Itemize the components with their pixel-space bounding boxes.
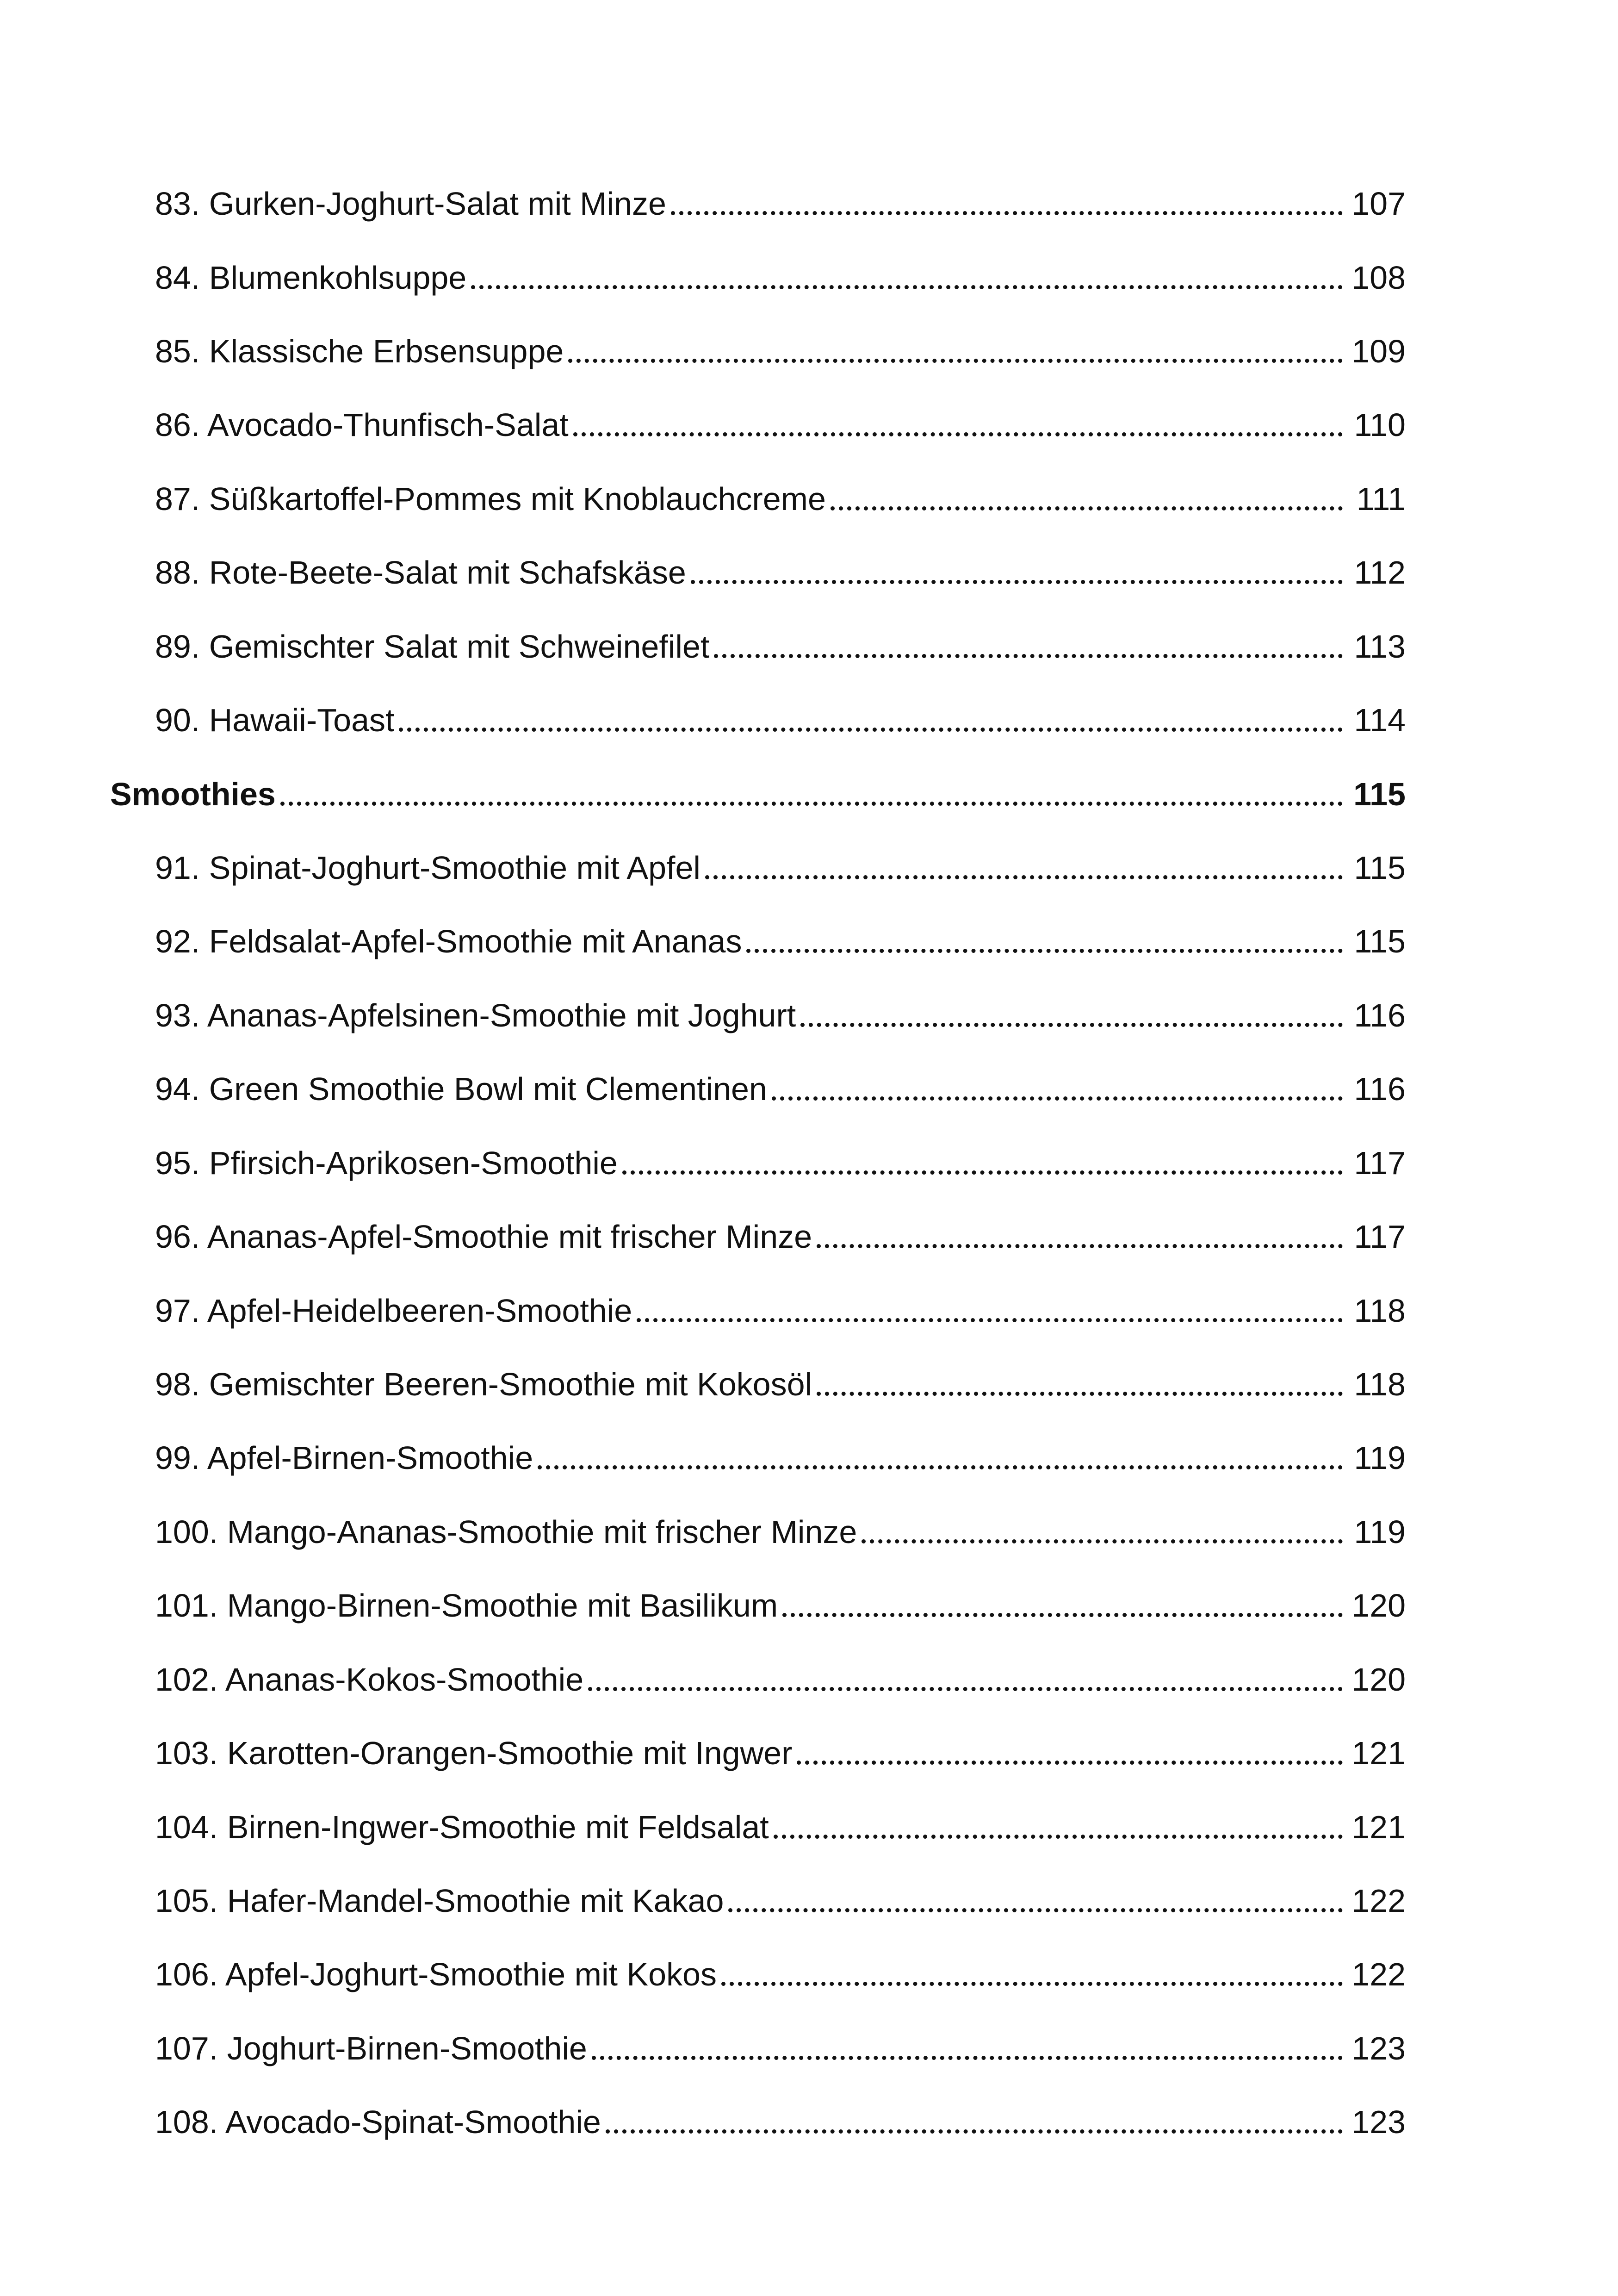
toc-entry-page: 113 <box>1354 628 1406 665</box>
toc-entry-page: 112 <box>1354 554 1406 591</box>
toc-entry[interactable] <box>155 1718 1406 1769</box>
toc-entry-title: 105. Hafer-Mandel-Smoothie mit Kakao <box>155 1883 724 1919</box>
dot-leader <box>592 2056 1343 2060</box>
toc-entry[interactable] <box>155 1423 1406 1474</box>
toc-entry-title: 97. Apfel-Heidelbeeren-Smoothie <box>155 1293 632 1329</box>
toc-entry[interactable] <box>155 1792 1406 1843</box>
toc-entry-page: 119 <box>1354 1440 1406 1476</box>
toc-entry[interactable] <box>155 1940 1406 1991</box>
toc-entry-page: 121 <box>1351 1735 1406 1771</box>
toc-entry-page: 109 <box>1351 333 1406 369</box>
dot-leader <box>728 1908 1343 1912</box>
toc-entry-page: 108 <box>1351 260 1406 296</box>
dot-leader <box>797 1761 1343 1765</box>
toc-entry-page: 118 <box>1354 1366 1406 1402</box>
dot-leader <box>399 728 1343 732</box>
toc-entry-title: 90. Hawaii-Toast <box>155 702 395 738</box>
toc-entry-page: 120 <box>1351 1587 1406 1624</box>
toc-entry-title: 92. Feldsalat-Apfel-Smoothie mit Ananas <box>155 923 742 959</box>
dot-leader <box>714 654 1343 658</box>
toc-entry-page: 110 <box>1354 407 1406 443</box>
toc-section-title: Smoothies <box>110 776 276 812</box>
dot-leader <box>862 1539 1343 1543</box>
toc-section-heading[interactable] <box>110 759 1406 810</box>
toc-entry-page: 122 <box>1351 1883 1406 1919</box>
toc-entry-title: 94. Green Smoothie Bowl mit Clementinen <box>155 1071 767 1107</box>
dot-leader <box>588 1687 1343 1691</box>
toc-entry[interactable] <box>155 464 1406 515</box>
dot-leader <box>782 1613 1343 1617</box>
toc-entry[interactable] <box>155 538 1406 589</box>
toc-entry-page: 123 <box>1351 2030 1406 2066</box>
toc-entry[interactable] <box>155 1202 1406 1253</box>
toc-entry[interactable] <box>155 685 1406 736</box>
toc-entry-title: 91. Spinat-Joghurt-Smoothie mit Apfel <box>155 850 701 886</box>
dot-leader <box>637 1318 1343 1322</box>
dot-leader <box>280 802 1343 806</box>
toc-entry-title: 101. Mango-Birnen-Smoothie mit Basilikum <box>155 1587 778 1624</box>
dot-leader <box>721 1982 1343 1986</box>
toc-entry-page: 116 <box>1354 1071 1406 1107</box>
toc-entry-title: 95. Pfirsich-Aprikosen-Smoothie <box>155 1145 618 1181</box>
toc-entry-page: 114 <box>1354 702 1406 738</box>
toc-entry[interactable] <box>155 981 1406 1032</box>
toc-entry-title: 104. Birnen-Ingwer-Smoothie mit Feldsalat <box>155 1809 769 1845</box>
toc-entry[interactable] <box>155 243 1406 294</box>
toc-entry[interactable] <box>155 612 1406 663</box>
toc-entry-title: 86. Avocado-Thunfisch-Salat <box>155 407 569 443</box>
dot-leader <box>800 1023 1343 1027</box>
toc-entry[interactable] <box>155 2014 1406 2065</box>
dot-leader <box>774 1835 1343 1839</box>
toc-entry-title: 106. Apfel-Joghurt-Smoothie mit Kokos <box>155 1956 717 1992</box>
toc-entry-title: 107. Joghurt-Birnen-Smoothie <box>155 2030 587 2066</box>
dot-leader <box>746 949 1343 953</box>
dot-leader <box>671 211 1343 215</box>
dot-leader <box>705 875 1343 879</box>
toc-entry-title: 83. Gurken-Joghurt-Salat mit Minze <box>155 186 666 222</box>
toc-entry[interactable] <box>155 907 1406 958</box>
toc-entry-title: 98. Gemischter Beeren-Smoothie mit Kokosöl <box>155 1366 812 1402</box>
toc-entry-page: 120 <box>1351 1661 1406 1698</box>
toc-entry-title: 96. Ananas-Apfel-Smoothie mit frischer Minze <box>155 1219 812 1255</box>
toc-entry-page: 107 <box>1351 186 1406 222</box>
dot-leader <box>568 359 1343 363</box>
toc-entry-title: 108. Avocado-Spinat-Smoothie <box>155 2104 601 2140</box>
toc-entry[interactable] <box>155 833 1406 884</box>
toc-entry-title: 88. Rote-Beete-Salat mit Schafskäse <box>155 554 686 591</box>
toc-entry-title: 84. Blumenkohlsuppe <box>155 260 467 296</box>
toc-entry-title: 93. Ananas-Apfelsinen-Smoothie mit Joghurt <box>155 997 796 1033</box>
toc-entry-title: 100. Mango-Ananas-Smoothie mit frischer Minze <box>155 1514 857 1550</box>
toc-entry-page: 111 <box>1356 481 1406 517</box>
toc-entry-page: 117 <box>1354 1145 1406 1181</box>
toc-entry[interactable] <box>155 1866 1406 1917</box>
toc-entry[interactable] <box>155 1571 1406 1622</box>
dot-leader <box>691 580 1343 584</box>
toc-entry-page: 117 <box>1354 1219 1406 1255</box>
toc-entry-title: 87. Süßkartoffel-Pommes mit Knoblauchcreme <box>155 481 826 517</box>
toc-section-page: 115 <box>1353 776 1406 812</box>
dot-leader <box>817 1392 1343 1396</box>
toc-entry[interactable] <box>155 169 1406 220</box>
dot-leader <box>831 506 1343 510</box>
dot-leader <box>817 1244 1343 1248</box>
toc-entry[interactable] <box>155 2087 1406 2138</box>
toc-entry-title: 99. Apfel-Birnen-Smoothie <box>155 1440 533 1476</box>
toc-entry-page: 123 <box>1351 2104 1406 2140</box>
toc-entry[interactable] <box>155 1054 1406 1105</box>
toc-entry[interactable] <box>155 317 1406 367</box>
toc-entry-page: 118 <box>1354 1293 1406 1329</box>
toc-entry-page: 121 <box>1351 1809 1406 1845</box>
toc-entry-title: 85. Klassische Erbsensuppe <box>155 333 564 369</box>
toc-entry[interactable] <box>155 1645 1406 1696</box>
toc-entry-title: 102. Ananas-Kokos-Smoothie <box>155 1661 584 1698</box>
toc-entry[interactable] <box>155 1128 1406 1179</box>
toc-entry-page: 122 <box>1351 1956 1406 1992</box>
toc-entry-title: 89. Gemischter Salat mit Schweinefilet <box>155 628 710 665</box>
toc-entry[interactable] <box>155 1350 1406 1400</box>
toc-entry-title: 103. Karotten-Orangen-Smoothie mit Ingwer <box>155 1735 793 1771</box>
toc-entry[interactable] <box>155 390 1406 441</box>
dot-leader <box>772 1096 1343 1101</box>
toc-entry-page: 119 <box>1354 1514 1406 1550</box>
toc-entry-page: 115 <box>1354 923 1406 959</box>
dot-leader <box>573 432 1343 436</box>
toc-entry-page: 115 <box>1354 850 1406 886</box>
toc-entry[interactable] <box>155 1497 1406 1548</box>
toc-entry[interactable] <box>155 1276 1406 1327</box>
dot-leader <box>538 1465 1343 1469</box>
dot-leader <box>606 2129 1343 2134</box>
toc-entry-page: 116 <box>1354 997 1406 1033</box>
dot-leader <box>622 1170 1343 1175</box>
dot-leader <box>471 285 1343 289</box>
